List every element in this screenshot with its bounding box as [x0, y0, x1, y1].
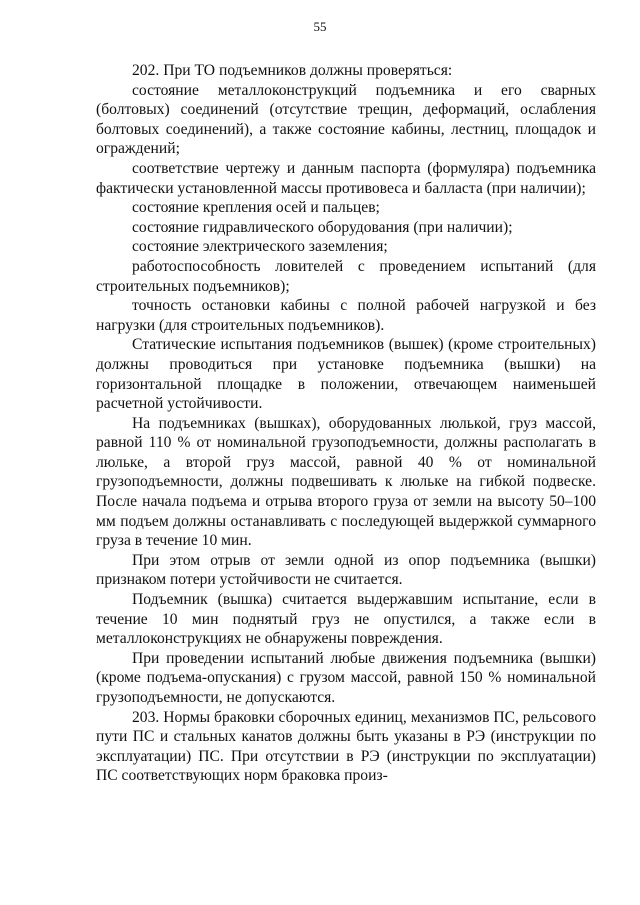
paragraph-test-passed: Подъемник (вышка) считается выдержавшим испытание, если в течение 10 мин поднятый груз не опустился, а также если в металлоконструкциях не обнаружены повреждения.: [96, 591, 596, 648]
paragraph-metal-structures: состояние металлоконструкций подъемника и его сварных (болтовых) соединений (отсутствие трещин, деформаций, ослабления болтовых соединений), а также состояние кабины, лестниц, площадок и ограждений;: [96, 81, 596, 158]
paragraph-axes-pins: состояние крепления осей и пальцев;: [132, 199, 380, 217]
paragraph-cabin-stop: точность остановки кабины с полной рабочей нагрузкой и без нагрузки (для строительных подъемников).: [96, 297, 596, 334]
paragraph-catchers: работоспособность ловителей с проведением испытаний (для строительных подъемников);: [96, 257, 596, 295]
paragraph-hydraulics: состояние гидравлического оборудования (при наличии);: [132, 218, 513, 236]
paragraph-cradle-load: На подъемниках (вышках), оборудованных люлькой, груз массой, равной 110 % от номинальной грузоподъемности, должны располагать в люльке, а второй груз массой, равной 40 % от номинальной грузоподъемности, должны подвешивать к люльке на гибкой подвеске. После начала подъема и отрыва второго груза от земли на высоту 50–100 мм подъем должны останавливать с последующей выдержкой суммарного груза в течение 10 мин.: [96, 414, 596, 550]
paragraph-no-movements: При проведении испытаний любые движения подъемника (вышки) (кроме подъема-опускания) с грузом массой, равной 150 % номинальной грузоподъемности, не допускаются.: [96, 649, 596, 706]
paragraph-grounding: состояние электрического заземления;: [132, 238, 388, 256]
paragraph-support-lift: При этом отрыв от земли одной из опор подъемника (вышки) признаком потери устойчивости не считается.: [96, 551, 596, 589]
paragraph-counterweight: соответствие чертежу и данным паспорта (формуляра) подъемника фактически установленной массы противовеса и балласта (при наличии);: [96, 159, 596, 197]
paragraph-203-rejection-norms: 203. Нормы браковки сборочных единиц, механизмов ПС, рельсового пути ПС и стальных канатов должны быть указаны в РЭ (инструкции по эксплуатации) ПС. При отсутствии в РЭ (инструкции по эксплуатации) ПС соответствующих норм браковка произ-: [96, 708, 596, 785]
paragraph-static-tests: Статические испытания подъемников (вышек) (кроме строительных) должны проводиться при установке подъемника (вышки) на горизонтальной площадке в положении, отвечающем наименьшей расчетной устойчивости.: [96, 336, 596, 413]
paragraph-202-heading: 202. При ТО подъемников должны проверяться:: [132, 62, 453, 79]
page-number: 55: [313, 19, 327, 34]
document-body: [96, 61, 596, 786]
